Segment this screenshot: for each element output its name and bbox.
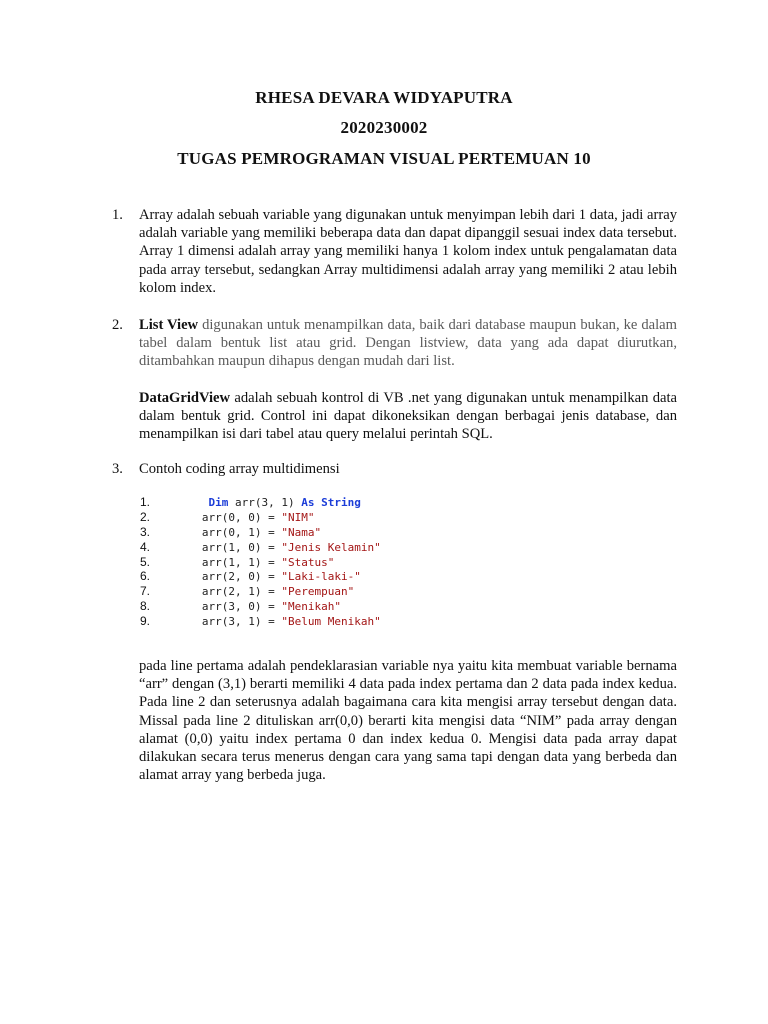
code-string: "Jenis Kelamin": [281, 540, 381, 554]
code-line: [140, 555, 381, 570]
line-number: 2.: [140, 509, 151, 524]
code-line: [140, 510, 381, 525]
list-item-1: [112, 206, 677, 297]
term-list-view: List View: [139, 317, 199, 333]
code-keyword: As String: [301, 496, 361, 509]
list-number: 2.: [112, 317, 123, 333]
code-line: [140, 599, 381, 614]
datagridview-paragraph: [112, 389, 677, 444]
student-id: 2020230002: [340, 118, 428, 137]
code-line: [140, 540, 381, 555]
code-indent: [182, 496, 209, 509]
code-text: arr(0, 1) =: [201, 525, 282, 539]
code-indent: [182, 600, 202, 613]
datagridview-description: adalah sebuah kontrol di VB .net yang digunakan untuk menampilkan data dalam bentuk grid. Control ini dapat dikoneksikan dengan berbagai jenis database, dan menampilkan isi dari tabel atau query melalui perintah SQL.: [139, 390, 677, 443]
list-number: 3.: [112, 461, 123, 477]
code-text: arr(0, 0) =: [201, 510, 282, 524]
list-number: 1.: [112, 207, 123, 223]
code-text: arr(2, 1) =: [201, 585, 282, 599]
code-indent: [182, 615, 202, 628]
list-item-text: Array adalah sebuah variable yang digunakan untuk menyimpan lebih dari 1 data, jadi array adalah variable yang memiliki beberapa data dan dapat dipanggil sesuai index data tersebut. Array 1 dimensi adalah array yang memiliki hanya 1 kolom index untuk pengalamatan data pada array tersebut, sedangkan Array multidimensi adalah array yang memiliki 2 atau lebih kolom index.: [139, 207, 677, 296]
code-keyword: Dim: [208, 496, 229, 509]
list-item-3: [112, 460, 677, 478]
author-name: RHESA DEVARA WIDYAPUTRA: [255, 88, 513, 107]
code-line: [140, 495, 381, 510]
line-number: 5.: [140, 554, 151, 569]
code-block: [140, 495, 381, 629]
explanation-text: pada line pertama adalah pendeklarasian variable nya yaitu kita membuat variable bernama “arr” dengan (3,1) berarti memiliki 4 data pada index pertama dan 2 data pada index kedua. Pada line 2 dan seterusnya adalah bagaimana cara kita mengisi array tersebut dengan data. Missal pada line 2 dituliskan arr(0,0) berarti kita mengisi data “NIM” pada array dengan alamat (0,0) yaitu index pertama 0 dan index kedua 0. Mengisi data pada array dapat dilakukan secara terus menerus dengan cara yang sama tapi dengan data yang berbeda dan alamat array yang berbeda juga.: [139, 658, 677, 784]
code-text: arr(3, 1) =: [201, 615, 282, 629]
code-text: arr(3, 1): [228, 496, 302, 509]
code-indent: [182, 585, 202, 598]
code-line: [140, 614, 381, 629]
code-string: "Menikah": [281, 600, 341, 614]
code-indent: [182, 556, 202, 569]
code-text: arr(2, 0) =: [201, 570, 282, 584]
code-text: arr(1, 1) =: [201, 555, 282, 569]
code-text: arr(3, 0) =: [201, 600, 282, 614]
code-string: "Belum Menikah": [281, 615, 381, 629]
line-number: 3.: [140, 524, 151, 539]
line-number: 9.: [140, 614, 151, 629]
code-string: "NIM": [281, 510, 315, 524]
code-text: arr(1, 0) =: [201, 540, 282, 554]
code-indent: [182, 570, 202, 583]
code-indent: [182, 541, 202, 554]
code-string: "Perempuan": [281, 585, 355, 599]
code-line: [140, 525, 381, 540]
code-indent: [182, 511, 202, 524]
code-string: "Laki-laki-": [281, 570, 361, 584]
list-view-description: digunakan untuk menampilkan data, baik dari database maupun bukan, ke dalam tabel dalam bentuk list atau grid. Dengan listview, data yang ada dapat diurutkan, ditambahkan maupun dihapus dengan mudah dari list.: [139, 317, 677, 370]
list-item-2: [112, 316, 677, 371]
explanation-paragraph: [112, 657, 677, 784]
line-number: 4.: [140, 539, 151, 554]
code-string: "Status": [281, 555, 335, 569]
line-number: 1.: [140, 495, 151, 509]
line-number: 7.: [140, 584, 151, 599]
line-number: 6.: [140, 569, 151, 584]
code-string: "Nama": [281, 525, 322, 539]
assignment-title: TUGAS PEMROGRAMAN VISUAL PERTEMUAN 10: [177, 149, 591, 168]
list-item-text: [139, 316, 677, 371]
list-item-text: Contoh coding array multidimensi: [139, 461, 340, 477]
line-number: 8.: [140, 599, 151, 614]
code-line: [140, 569, 381, 584]
code-line: [140, 584, 381, 599]
code-indent: [182, 526, 202, 539]
term-datagridview: DataGridView: [139, 390, 231, 406]
